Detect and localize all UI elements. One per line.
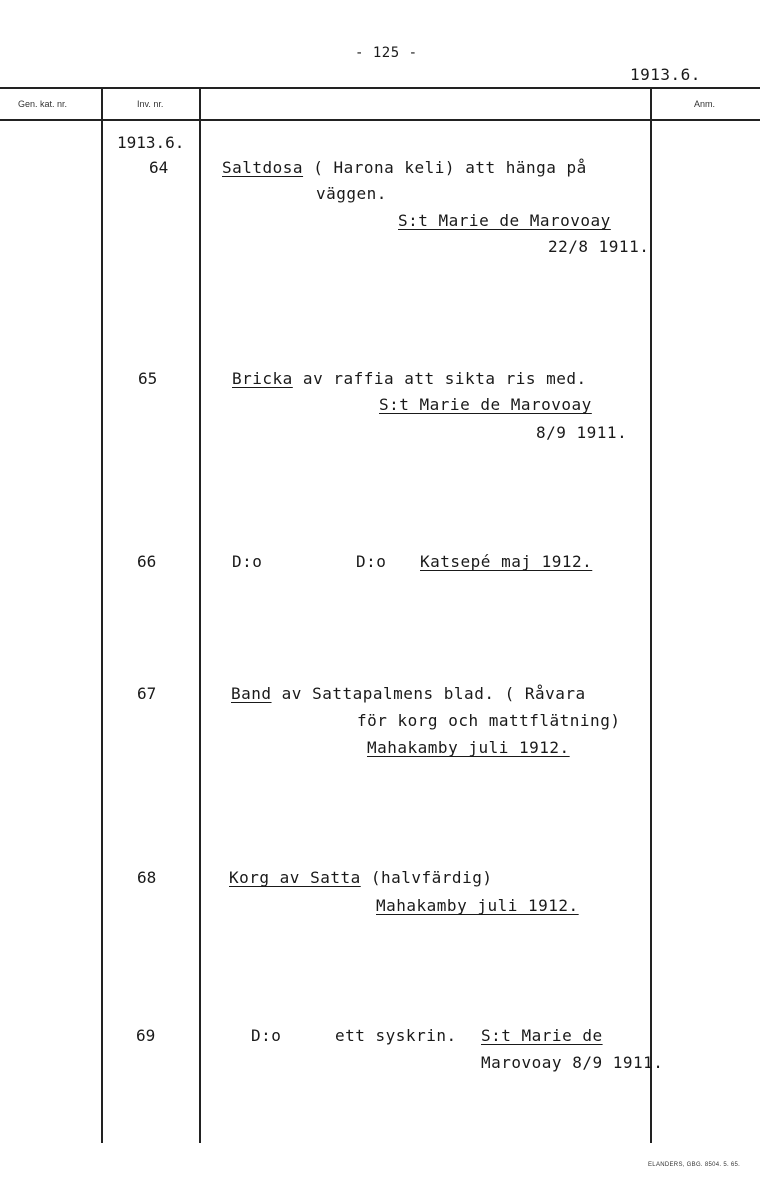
entry-68-line1 <box>229 868 492 887</box>
entry-69-line1: ett syskrin. <box>335 1026 457 1045</box>
anm-column-left-rule <box>650 88 652 1143</box>
entry-67-line2: för korg och mattflätning) <box>357 711 621 730</box>
column-header-anm: Anm. <box>694 99 716 109</box>
entry-64-line1 <box>222 158 587 177</box>
entry-65-date: 8/9 1911. <box>536 423 628 442</box>
column-header-gen-kat: Gen. kat. nr. <box>18 99 68 109</box>
inventory-number: 68 <box>137 868 157 887</box>
item-name: Korg av Satta <box>229 868 361 887</box>
inventory-number: 67 <box>137 684 157 703</box>
entry-65-line1 <box>232 369 587 388</box>
entry-64-line2: väggen. <box>316 184 387 203</box>
ditto-mark: D:o <box>251 1026 282 1045</box>
item-description: av Sattapalmens blad. ( Råvara <box>271 684 586 703</box>
column-header-inv: Inv. nr. <box>137 99 164 109</box>
inventory-prefix: 1913.6. <box>117 133 185 152</box>
inventory-number: 65 <box>138 369 158 388</box>
header-bottom-rule <box>0 119 760 121</box>
entry-65-place: S:t Marie de Marovoay <box>379 395 592 414</box>
entry-66-place-date: Katsepé maj 1912. <box>420 552 593 571</box>
inventory-number: 64 <box>149 158 169 177</box>
ditto-mark: D:o <box>232 552 263 571</box>
item-description: av raffia att sikta ris med. <box>292 369 587 388</box>
entry-69-line2: Marovoay 8/9 1911. <box>481 1053 664 1072</box>
item-description: ( Harona keli) att hänga på <box>303 158 587 177</box>
printer-footer: ELANDERS, GBG. 8504. 5. 65. <box>648 1162 741 1168</box>
header-top-rule <box>0 87 760 89</box>
inventory-number: 69 <box>136 1026 156 1045</box>
entry-68-place-date: Mahakamby juli 1912. <box>376 896 579 915</box>
inventory-number: 66 <box>137 552 157 571</box>
item-name: Saltdosa <box>222 158 304 177</box>
entry-69-place: S:t Marie de <box>481 1026 603 1045</box>
inv-column-left-rule <box>101 88 103 1143</box>
page-number: - 125 - <box>355 45 418 61</box>
page-reference: 1913.6. <box>630 65 701 84</box>
item-name: Band <box>231 684 272 703</box>
item-description: (halvfärdig) <box>360 868 493 887</box>
inv-column-right-rule <box>199 88 201 1143</box>
entry-64-place: S:t Marie de Marovoay <box>398 211 611 230</box>
entry-67-line1 <box>231 684 586 703</box>
entry-64-date: 22/8 1911. <box>548 237 650 256</box>
entry-67-place-date: Mahakamby juli 1912. <box>367 738 570 757</box>
ditto-mark: D:o <box>356 552 387 571</box>
item-name: Bricka <box>232 369 293 388</box>
